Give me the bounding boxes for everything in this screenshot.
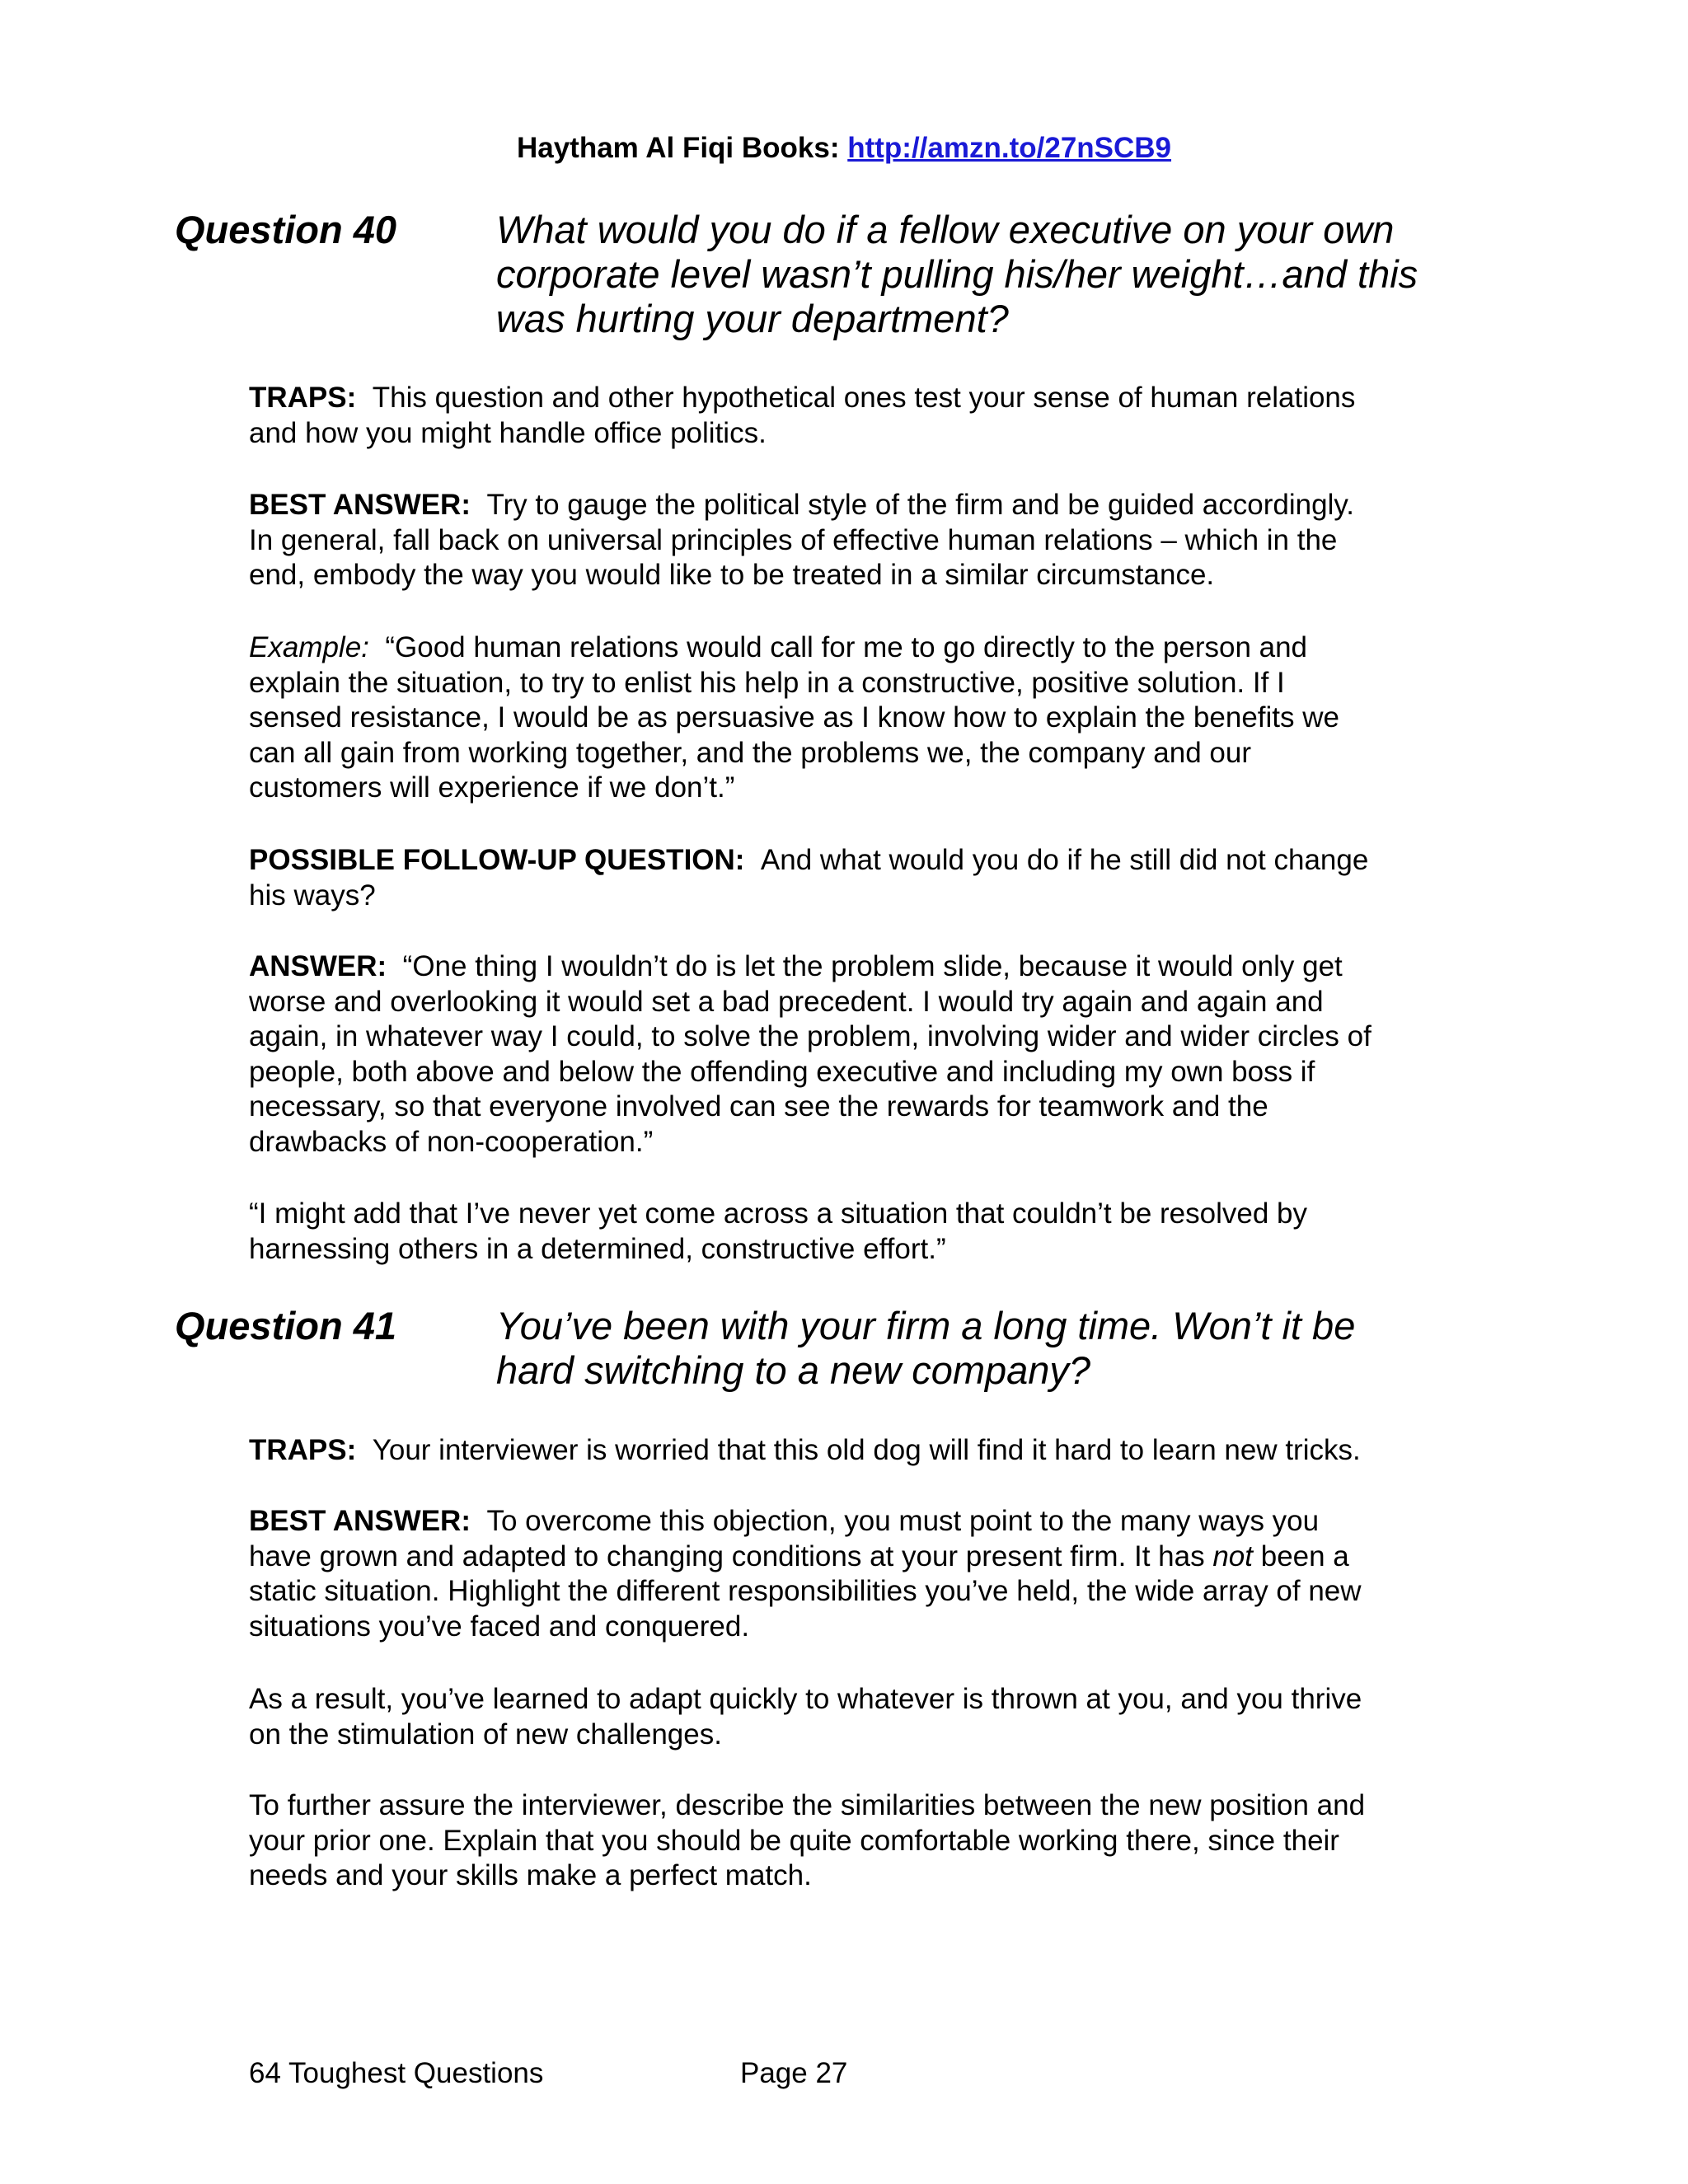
paragraph-line: his ways? (249, 879, 376, 912)
paragraph-line: harnessing others in a determined, constructive effort.” (249, 1232, 946, 1265)
paragraph-line (249, 1540, 1444, 1575)
paragraph-line: To further assure the interviewer, describe the similarities between the new position and (249, 1789, 1366, 1821)
q40-traps-paragraph (249, 381, 1444, 451)
page-header (0, 132, 1688, 165)
q40-closing-paragraph (249, 1197, 1444, 1267)
traps-label: TRAPS: (249, 1434, 357, 1466)
q41-best-answer-paragraph (249, 1504, 1444, 1644)
paragraph-line: “I might add that I’ve never yet come across a situation that couldn’t be resolved by (249, 1197, 1308, 1230)
paragraph-line: Your interviewer is worried that this old dog will find it hard to learn new tricks. (372, 1434, 1361, 1466)
best-answer-label: BEST ANSWER: (249, 1505, 471, 1537)
paragraph-line: This question and other hypothetical ones test your sense of human relations (372, 382, 1356, 414)
paragraph-line: explain the situation, to try to enlist his help in a constructive, positive solution. If I (249, 666, 1285, 699)
q41-traps-paragraph (249, 1433, 1444, 1469)
paragraph-line: static situation. Highlight the different responsibilities you’ve held, the wide array of new (249, 1575, 1362, 1607)
paragraph-line: drawbacks of non-cooperation.” (249, 1125, 654, 1158)
question-line: What would you do if a fellow executive on your own (496, 208, 1395, 251)
page-number: Page 27 (740, 2057, 848, 2089)
footer-title: 64 Toughest Questions (249, 2057, 544, 2089)
question-40-label: Question 40 (175, 208, 397, 251)
question-41-text (496, 1304, 1485, 1393)
traps-label: TRAPS: (249, 382, 357, 414)
header-label: Haytham Al Fiqi Books: (516, 132, 840, 164)
emphasis-not: not (1212, 1540, 1253, 1572)
question-line: corporate level wasn’t pulling his/her weight…and this (496, 252, 1418, 296)
q40-followup-paragraph (249, 843, 1444, 913)
paragraph-line: end, embody the way you would like to be treated in a similar circumstance. (249, 559, 1215, 591)
paragraph-line: Try to gauge the political style of the firm and be guided accordingly. (486, 489, 1354, 521)
paragraph-line: worse and overlooking it would set a bad precedent. I would try again and again and (249, 985, 1324, 1018)
paragraph-line: customers will experience if we don’t.” (249, 771, 735, 804)
answer-label: ANSWER: (249, 950, 387, 982)
paragraph-line: situations you’ve faced and conquered. (249, 1610, 750, 1643)
question-40-text (496, 208, 1485, 341)
q40-answer-paragraph (249, 949, 1444, 1160)
line-segment: been a (1253, 1540, 1349, 1572)
question-line: You’ve been with your firm a long time. Won’t it be (496, 1304, 1356, 1347)
paragraph-line: sensed resistance, I would be as persuasive as I know how to explain the benefits we (249, 701, 1339, 733)
question-line: hard switching to a new company? (496, 1348, 1091, 1392)
paragraph-line: “Good human relations would call for me to go directly to the person and (385, 631, 1308, 663)
best-answer-label: BEST ANSWER: (249, 489, 471, 521)
paragraph-line: And what would you do if he still did not change (760, 844, 1369, 876)
question-line: was hurting your department? (496, 297, 1009, 340)
q41-result-paragraph (249, 1682, 1444, 1752)
paragraph-line: As a result, you’ve learned to adapt quickly to whatever is thrown at you, and you thrive (249, 1683, 1362, 1715)
paragraph-line: needs and your skills make a perfect match. (249, 1859, 812, 1891)
example-label: Example: (249, 631, 369, 663)
paragraph-line: To overcome this objection, you must point to the many ways you (486, 1505, 1320, 1537)
paragraph-line: again, in whatever way I could, to solve the problem, involving wider and wider circles of (249, 1020, 1372, 1052)
paragraph-line: In general, fall back on universal principles of effective human relations – which in the (249, 523, 1338, 556)
followup-label: POSSIBLE FOLLOW-UP QUESTION: (249, 844, 745, 876)
q41-assure-paragraph (249, 1788, 1444, 1894)
paragraph-line: your prior one. Explain that you should be quite comfortable working there, since their (249, 1824, 1339, 1857)
paragraph-line: people, both above and below the offending executive and including my own boss if (249, 1055, 1315, 1088)
paragraph-line: necessary, so that everyone involved can see the rewards for teamwork and the (249, 1090, 1268, 1122)
q40-best-answer-paragraph (249, 488, 1444, 593)
paragraph-line: can all gain from working together, and the problems we, the company and our (249, 736, 1251, 769)
books-link[interactable]: http://amzn.to/27nSCB9 (847, 132, 1172, 164)
paragraph-line: “One thing I wouldn’t do is let the problem slide, because it would only get (402, 950, 1343, 982)
paragraph-line: and how you might handle office politics. (249, 416, 767, 449)
q40-example-paragraph (249, 630, 1444, 806)
line-segment: have grown and adapted to changing conditions at your present firm. It has (249, 1540, 1213, 1572)
question-41-label: Question 41 (175, 1304, 397, 1347)
paragraph-line: on the stimulation of new challenges. (249, 1718, 722, 1750)
